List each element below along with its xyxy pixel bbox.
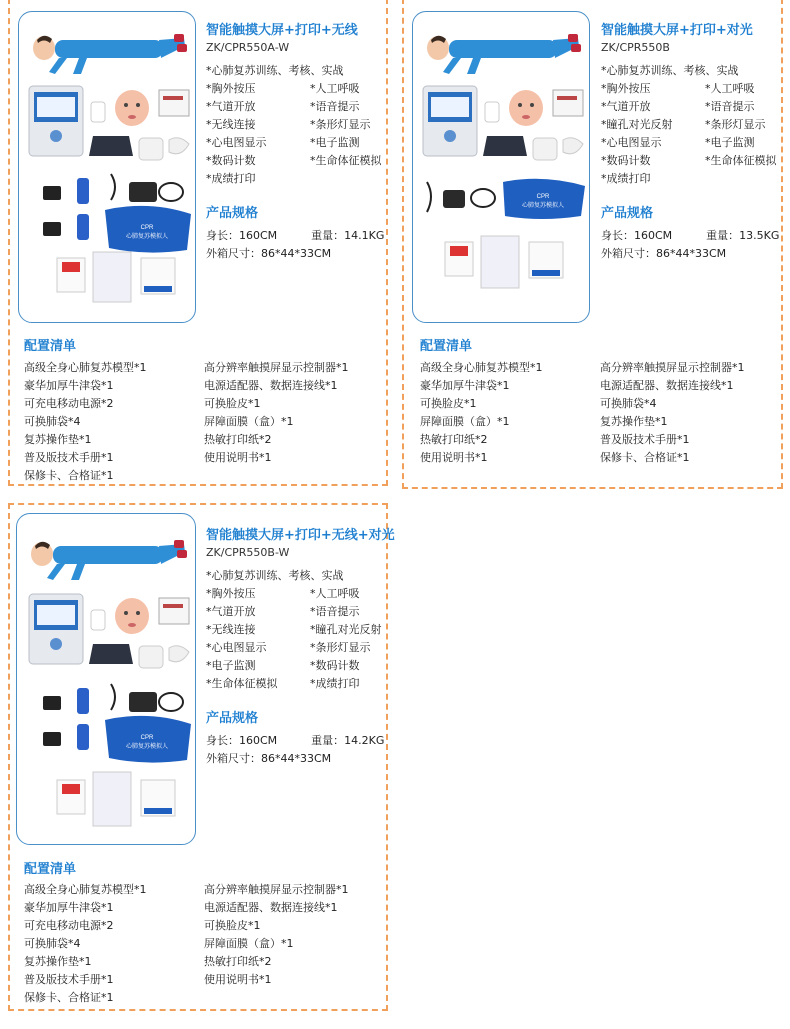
product-title: 智能触摸大屏+打印+无线+对光 — [206, 528, 395, 543]
config-item: 高级全身心肺复苏模型*1 — [24, 883, 147, 896]
spec-weight: 重量：13.5KG — [706, 229, 780, 242]
product-photo — [16, 513, 196, 845]
feature-item: *语音提示 — [310, 100, 360, 113]
feature-item: *生命体征模拟 — [206, 677, 278, 690]
product-photo — [18, 11, 196, 323]
config-item: 保修卡、合格证*1 — [24, 991, 114, 1004]
spec-weight: 重量：14.1KG — [311, 229, 385, 242]
config-item: 豪华加厚牛津袋*1 — [24, 379, 114, 392]
config-item: 电源适配器、数据连接线*1 — [600, 379, 734, 392]
feature-item — [310, 170, 390, 188]
spec-height: 身长：160CM — [601, 229, 673, 242]
feature-item: *成绩打印 — [206, 172, 256, 185]
config-item: 可换肺袋*4 — [600, 397, 657, 410]
feature-item: *电子监测 — [705, 136, 755, 149]
spec-size-weight — [601, 227, 781, 245]
feature-item: *条形灯显示 — [705, 118, 766, 131]
product-title: 智能触摸大屏+打印+无线 — [206, 23, 358, 38]
config-item: 高分辨率触摸屏显示控制器*1 — [600, 361, 745, 374]
product-info — [601, 22, 781, 263]
feature-item: *条形灯显示 — [310, 641, 371, 654]
bag-label-1: CPR — [140, 735, 154, 741]
config-item: 复苏操作垫*1 — [24, 955, 92, 968]
config-item: 屏障面膜（盒）*1 — [204, 415, 294, 428]
spec-box: 外箱尺寸：86*44*33CM — [206, 247, 332, 260]
config-item: 可换肺袋*4 — [24, 415, 81, 428]
bag-label-1: CPR — [536, 194, 550, 200]
config-item: 普及版技术手册*1 — [600, 433, 690, 446]
config-list-heading: 配置清单 — [24, 862, 77, 877]
config-item: 保修卡、合格证*1 — [24, 469, 114, 482]
config-item: 使用说明书*1 — [204, 451, 272, 464]
feature-list — [206, 62, 386, 188]
bag-label-2: 心肺复苏模拟人 — [125, 234, 169, 240]
feature-item: *心电图显示 — [601, 136, 662, 149]
product-photo — [412, 11, 590, 323]
feature-item: *数码计数 — [310, 659, 360, 672]
config-item: 电源适配器、数据连接线*1 — [204, 901, 338, 914]
product-kit-illustration — [413, 12, 590, 323]
product-info — [206, 527, 395, 768]
config-item — [204, 467, 384, 485]
feature-item: *成绩打印 — [310, 677, 360, 690]
feature-item: *心肺复苏训练、考核、实战 — [206, 569, 344, 582]
feature-list — [206, 567, 388, 693]
product-title: 智能触摸大屏+打印+对光 — [601, 23, 753, 38]
config-item: 普及版技术手册*1 — [24, 973, 114, 986]
config-item: 豪华加厚牛津袋*1 — [420, 379, 510, 392]
feature-item: *无线连接 — [206, 623, 256, 636]
config-item: 可换脸皮*1 — [420, 397, 477, 410]
model-number: ZK/CPR550B — [601, 41, 670, 54]
product-card-2 — [402, 0, 783, 489]
config-item: 可换脸皮*1 — [204, 919, 261, 932]
spec-heading: 产品规格 — [206, 206, 259, 221]
config-list-heading: 配置清单 — [24, 339, 77, 354]
config-list — [420, 359, 780, 467]
bag-label-1: CPR — [140, 225, 154, 231]
spec-box: 外箱尺寸：86*44*33CM — [206, 752, 332, 765]
feature-item: *气道开放 — [206, 605, 256, 618]
feature-item: *心电图显示 — [206, 136, 267, 149]
feature-item: *胸外按压 — [601, 82, 651, 95]
feature-item: *气道开放 — [601, 100, 651, 113]
config-item: 使用说明书*1 — [420, 451, 488, 464]
config-item: 热敏打印纸*2 — [204, 433, 272, 446]
config-item: 复苏操作垫*1 — [24, 433, 92, 446]
spec-height: 身长：160CM — [206, 734, 278, 747]
model-number: ZK/CPR550A-W — [206, 41, 290, 54]
feature-item: *人工呼吸 — [310, 587, 360, 600]
config-item: 可换肺袋*4 — [24, 937, 81, 950]
feature-item — [705, 170, 785, 188]
config-list — [24, 359, 384, 485]
spec-size-weight — [206, 732, 388, 750]
config-item: 普及版技术手册*1 — [24, 451, 114, 464]
feature-item: *电子监测 — [310, 136, 360, 149]
feature-item: *无线连接 — [206, 118, 256, 131]
product-info — [206, 22, 386, 263]
spec-heading: 产品规格 — [601, 206, 654, 221]
feature-item: *心电图显示 — [206, 641, 267, 654]
config-list — [24, 881, 384, 1007]
feature-item: *条形灯显示 — [310, 118, 371, 131]
product-card-3 — [8, 503, 395, 1011]
feature-item: *胸外按压 — [206, 82, 256, 95]
spec-height: 身长：160CM — [206, 229, 278, 242]
config-item: 可换脸皮*1 — [204, 397, 261, 410]
feature-item: *语音提示 — [310, 605, 360, 618]
feature-item: *人工呼吸 — [705, 82, 755, 95]
config-item: 高分辨率触摸屏显示控制器*1 — [204, 883, 349, 896]
feature-item: *成绩打印 — [601, 172, 651, 185]
config-item: 热敏打印纸*2 — [420, 433, 488, 446]
feature-item: *人工呼吸 — [310, 82, 360, 95]
feature-item: *胸外按压 — [206, 587, 256, 600]
config-list-heading: 配置清单 — [420, 339, 473, 354]
spec-size-weight — [206, 227, 386, 245]
feature-item: *生命体征模拟 — [705, 154, 777, 167]
product-kit-illustration — [17, 514, 196, 845]
spec-heading: 产品规格 — [206, 711, 259, 726]
spec-weight: 重量：14.2KG — [311, 734, 385, 747]
config-item: 屏障面膜（盒）*1 — [420, 415, 510, 428]
config-item: 电源适配器、数据连接线*1 — [204, 379, 338, 392]
feature-item: *心肺复苏训练、考核、实战 — [206, 64, 344, 77]
config-item: 使用说明书*1 — [204, 973, 272, 986]
config-item: 豪华加厚牛津袋*1 — [24, 901, 114, 914]
product-card-1 — [8, 0, 388, 486]
config-item — [204, 989, 384, 1007]
feature-item: *语音提示 — [705, 100, 755, 113]
model-number: ZK/CPR550B-W — [206, 546, 290, 559]
feature-item: *数码计数 — [206, 154, 256, 167]
feature-item: *瞳孔对光反射 — [310, 623, 382, 636]
config-item: 高级全身心肺复苏模型*1 — [420, 361, 543, 374]
feature-item: *气道开放 — [206, 100, 256, 113]
bag-label-2: 心肺复苏模拟人 — [521, 203, 565, 209]
feature-item: *生命体征模拟 — [310, 154, 382, 167]
feature-item: *数码计数 — [601, 154, 651, 167]
feature-item: *心肺复苏训练、考核、实战 — [601, 64, 739, 77]
config-item: 屏障面膜（盒）*1 — [204, 937, 294, 950]
product-kit-illustration — [19, 12, 196, 323]
config-item: 热敏打印纸*2 — [204, 955, 272, 968]
config-item: 高级全身心肺复苏模型*1 — [24, 361, 147, 374]
config-item: 高分辨率触摸屏显示控制器*1 — [204, 361, 349, 374]
feature-list — [601, 62, 781, 188]
config-item: 复苏操作垫*1 — [600, 415, 668, 428]
config-item: 保修卡、合格证*1 — [600, 451, 690, 464]
bag-label-2: 心肺复苏模拟人 — [125, 744, 169, 750]
spec-box: 外箱尺寸：86*44*33CM — [601, 247, 727, 260]
config-item: 可充电移动电源*2 — [24, 919, 114, 932]
config-item: 可充电移动电源*2 — [24, 397, 114, 410]
feature-item: *电子监测 — [206, 659, 256, 672]
feature-item: *瞳孔对光反射 — [601, 118, 673, 131]
